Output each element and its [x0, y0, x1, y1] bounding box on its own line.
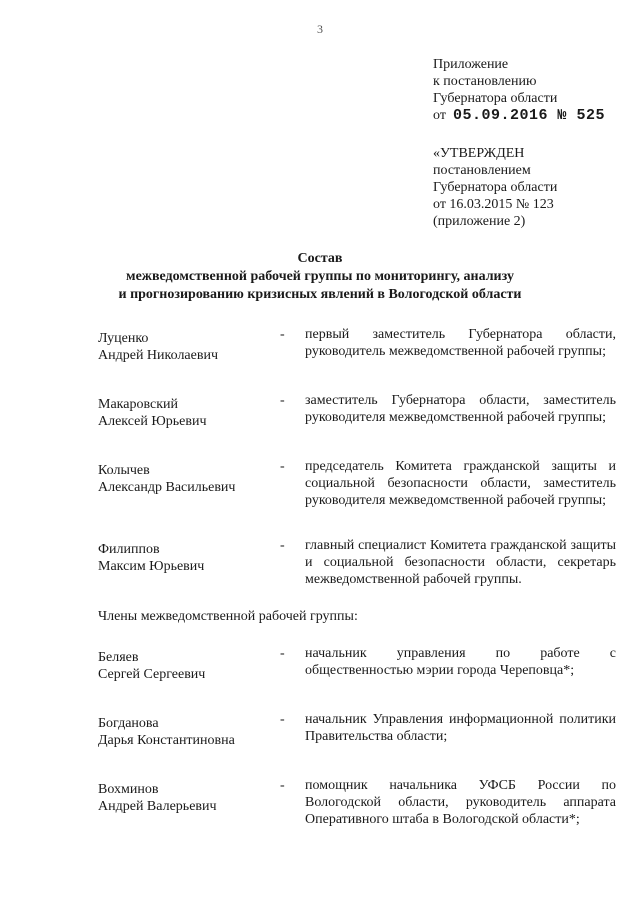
separator-dash: -	[280, 393, 285, 408]
title-line: межведомственной рабочей группы по мониторингу, анализу	[126, 269, 514, 284]
roster-row	[98, 458, 616, 509]
person-name	[98, 777, 280, 815]
given-names: Алексей Юрьевич	[98, 414, 207, 429]
roster-row	[98, 537, 616, 588]
title-line: и прогнозированию кризисных явлений в Вологодской области	[118, 287, 522, 302]
person-name	[98, 326, 280, 364]
given-names: Андрей Валерьевич	[98, 799, 217, 814]
given-names: Сергей Сергеевич	[98, 667, 206, 682]
separator-dash: -	[280, 459, 285, 474]
surname: Беляев	[98, 650, 139, 665]
given-names: Андрей Николаевич	[98, 348, 218, 363]
given-names: Максим Юрьевич	[98, 559, 205, 574]
given-names: Александр Васильевич	[98, 480, 236, 495]
appendix-date-line	[433, 107, 605, 124]
person-position: первый заместитель Губернатора области, руководитель межведомственной рабочей группы;	[305, 327, 616, 359]
date-number-stamp: 05.09.2016 № 525	[452, 107, 605, 124]
members-heading: Члены межведомственной рабочей группы:	[98, 609, 358, 624]
person-position: главный специалист Комитета гражданской защиты и социальной безопасности области, секретарь межведомственной рабочей группы.	[305, 538, 616, 587]
surname: Богданова	[98, 716, 159, 731]
surname: Филиппов	[98, 542, 160, 557]
person-position: начальник Управления информационной политики Правительства области;	[305, 712, 616, 744]
roster	[98, 326, 616, 828]
page-number: 3	[317, 22, 323, 36]
person-name	[98, 392, 280, 430]
person-position: председатель Комитета гражданской защиты и социальной безопасности области, заместитель руководителя межведомственной рабочей группы;	[305, 459, 616, 508]
roster-row	[98, 645, 616, 683]
approval-line: постановлением	[433, 163, 531, 178]
separator-dash: -	[280, 712, 285, 727]
approval-line: (приложение 2)	[433, 214, 526, 229]
person-name	[98, 458, 280, 496]
separator-dash: -	[280, 646, 285, 661]
surname: Колычев	[98, 463, 150, 478]
roster-row	[98, 777, 616, 828]
roster-row	[98, 326, 616, 364]
appendix-line: Губернатора области	[433, 91, 558, 106]
appendix-block	[433, 56, 605, 124]
person-position: заместитель Губернатора области, заместитель руководителя межведомственной рабочей группы;	[305, 393, 616, 425]
surname: Макаровский	[98, 397, 178, 412]
roster-row	[98, 392, 616, 430]
separator-dash: -	[280, 538, 285, 553]
separator-dash: -	[280, 327, 285, 342]
person-name	[98, 645, 280, 683]
approval-block	[433, 145, 557, 230]
document-title	[0, 250, 640, 304]
person-name	[98, 537, 280, 575]
surname: Луценко	[98, 331, 149, 346]
separator-dash: -	[280, 778, 285, 793]
approval-line: Губернатора области	[433, 180, 558, 195]
appendix-date-prefix: от	[433, 108, 446, 123]
approval-line: «УТВЕРЖДЕН	[433, 146, 525, 161]
approval-line: от 16.03.2015 № 123	[433, 197, 554, 212]
given-names: Дарья Константиновна	[98, 733, 235, 748]
person-position: начальник управления по работе с общественностью мэрии города Череповца*;	[305, 646, 616, 678]
appendix-line: Приложение	[433, 57, 509, 72]
title-line: Состав	[297, 251, 343, 266]
roster-row	[98, 711, 616, 749]
surname: Вохминов	[98, 782, 159, 797]
person-name	[98, 711, 280, 749]
appendix-line: к постановлению	[433, 74, 537, 89]
person-position: помощник начальника УФСБ России по Вологодской области, руководитель аппарата Оперативного штаба в Вологодской области*;	[305, 778, 616, 827]
